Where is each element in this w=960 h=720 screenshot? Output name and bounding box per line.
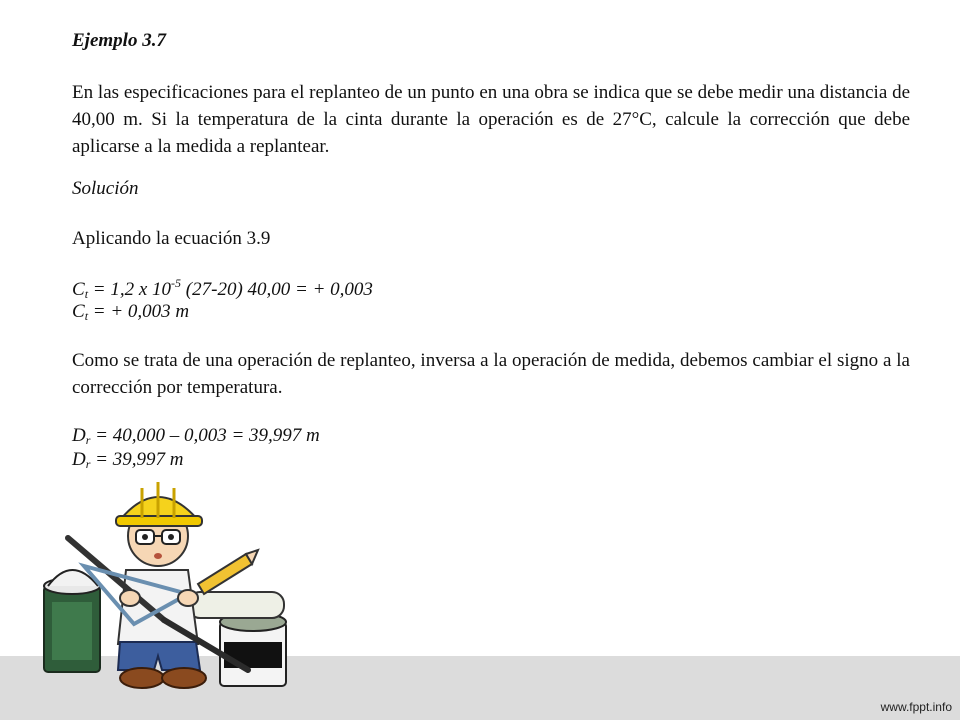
eq1-sub: t — [84, 287, 89, 301]
applying-equation-text: Aplicando la ecuación 3.9 — [72, 228, 271, 249]
eq1-exp: -5 — [171, 276, 182, 290]
eq1-rhs: (27-20) 40,00 = + 0,003 — [181, 279, 373, 300]
engineer-cartoon-icon — [38, 474, 298, 704]
footer-site: www.fppt.info — [880, 700, 952, 714]
eq1-lhs: = 1,2 x 10 — [88, 279, 172, 300]
eq2-rhs: = + 0,003 m — [88, 301, 190, 322]
eq2-symbol: C — [72, 301, 85, 322]
equation-dr-calc — [72, 425, 320, 448]
equation-ct-result — [72, 301, 189, 324]
eq4-symbol: D — [72, 449, 86, 470]
explanation-paragraph: Como se trata de una operación de replanteo, inversa a la operación de medida, debemos cambiar el signo a la corrección por temperatura. — [72, 350, 910, 398]
eq4-rhs: = 39,997 m — [90, 449, 184, 470]
equation-dr-result — [72, 449, 183, 472]
example-title: Ejemplo 3.7 — [72, 30, 166, 51]
eq2-sub: t — [84, 309, 89, 323]
solution-heading: Solución — [72, 178, 139, 199]
equation-ct-calc — [72, 276, 373, 302]
eq3-symbol: D — [72, 425, 86, 446]
eq3-rhs: = 40,000 – 0,003 = 39,997 m — [90, 425, 320, 446]
eq3-sub: r — [85, 433, 91, 447]
eq1-symbol: C — [72, 279, 85, 300]
problem-statement: En las especificaciones para el replanteo de un punto en una obra se indica que se debe medir una distancia de 40,00 m. Si la temperatura de la cinta durante la operación es de 27°C, calcule la corrección que debe aplicarse a la medida a replantear. — [72, 82, 910, 157]
eq4-sub: r — [85, 457, 91, 471]
